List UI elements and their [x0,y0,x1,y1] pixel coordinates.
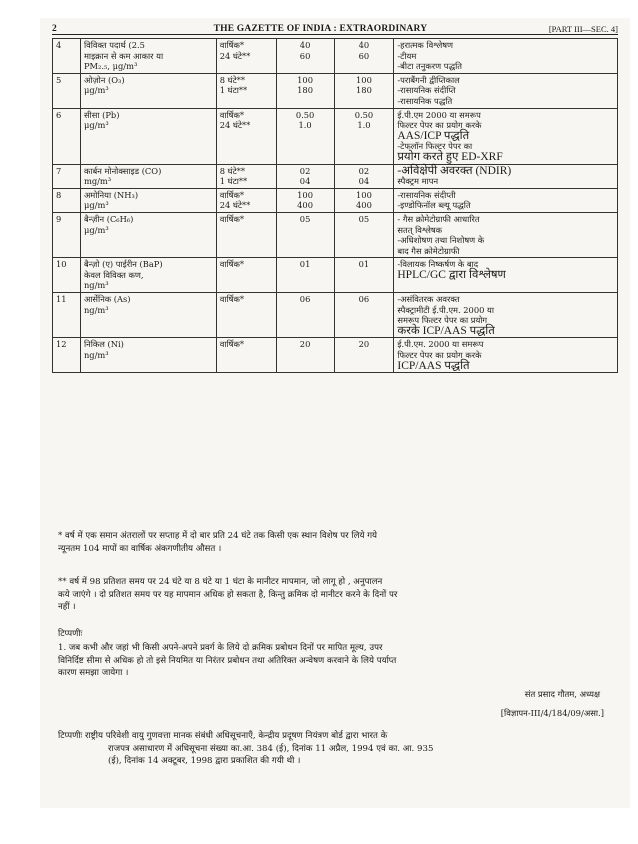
measurement-method-cell: ई.पी.एम 2000 या समरूप फिल्टर पेपर का प्रयोग करके AAS/ICP पद्धति -टेफलॉन फिल्टर पेपर का प्रयोग करते हुए ED-XRF [394,108,618,164]
part-section: [PART III—SEC. 4] [548,24,618,34]
table-row [53,188,618,212]
time-weighted-cell: वार्षिक* [216,338,276,373]
serial-number-cell: 5 [53,73,81,108]
table-row [53,338,618,373]
measurement-method-cell: -विलायक निष्कर्षण के बाद HPLC/GC द्वारा विश्लेषण [394,258,618,293]
table-row [53,39,618,74]
time-weighted-cell: 8 घंटे** 1 घंटा** [216,164,276,188]
air-quality-standards-table [52,38,618,373]
ecologically-sensitive-value-cell: 0.50 1.0 [334,108,394,164]
pollutant-cell: ओज़ोन (O₃) μg/m³ [80,73,216,108]
advertisement-reference: [विज्ञापन-III/4/184/09/असा.] [500,708,604,718]
table-row [53,73,618,108]
pollutant-cell: बैन्ज़ीन (C₆H₆) μg/m³ [80,212,216,257]
ecologically-sensitive-value-cell: 20 [334,338,394,373]
industrial-area-value-cell: 05 [276,212,334,257]
serial-number-cell: 4 [53,39,81,74]
industrial-area-value-cell: 02 04 [276,164,334,188]
time-weighted-cell: वार्षिक* [216,212,276,257]
gazette-title: THE GAZETTE OF INDIA : EXTRAORDINARY [213,24,428,34]
page-header [52,18,618,35]
serial-number-cell: 11 [53,293,81,338]
industrial-area-value-cell: 100 180 [276,73,334,108]
pollutant-cell: अमोनिया (NH₃) μg/m³ [80,188,216,212]
signatory: संत प्रसाद गौतम, अध्यक्ष [524,689,600,699]
pollutant-cell: विविक्त पदार्थ (2.5 माइक्रान से कम आकार या PM₂.₅, μg/m³ [80,39,216,74]
table-row [53,212,618,257]
ecologically-sensitive-value-cell: 100 180 [334,73,394,108]
industrial-area-value-cell: 20 [276,338,334,373]
serial-number-cell: 8 [53,188,81,212]
pollutant-cell: कार्बन मोनोक्साइड (CO) mg/m³ [80,164,216,188]
serial-number-cell: 10 [53,258,81,293]
serial-number-cell: 12 [53,338,81,373]
measurement-method-cell: -रासायनिक संदीप्ती -इण्डोफिनॉल ब्ल्यू पद्धति [394,188,618,212]
final-note: टिप्पणीः राष्ट्रीय परिवेशी वायु गुणवत्ता मानक संबंधी अधिसूचनाएँ, केन्द्रीय प्रदूषण नियंत्रण बोर्ड द्वारा भारत के राजपत्र असाधारण में अधिसूचना संख्या का.आ. 384 (ई), दिनांक 11 अप्रैल, 1994 एवं का. आ. 935 (ई), दिनांक 14 अक्टूबर, 1998 द्वारा प्रकाशित की गयी थी । [58,731,434,767]
pollutant-cell: सीसा (Pb) μg/m³ [80,108,216,164]
serial-number-cell: 6 [53,108,81,164]
ecologically-sensitive-value-cell: 100 400 [334,188,394,212]
ecologically-sensitive-value-cell: 01 [334,258,394,293]
page-number: 2 [52,24,57,34]
pollutant-cell: आर्सेनिक (As) ng/m³ [80,293,216,338]
tippani-note-1: 1. जब कभी और जहां भी किसी अपने-अपने प्रवर्ग के लिये दो क्रमिक प्रबोधन दिनों पर मापित मूल्य, उपर विनिर्दिष्ट सीमा से अधिक हो तो इसे नियमित या निरंतर प्रबोधन तथा अतिरिक्त अन्वेषण करवाने के लिये पर्याप्त कारण समझा जायेगा । [58,643,397,679]
measurement-method-cell: ई.पी.एम. 2000 या समरूप फिल्टर पेपर का प्रयोग करके ICP/AAS पद्धति [394,338,618,373]
measurement-method-cell: -असंवितरक अवरक्त स्पैक्ट्रामीटी ई.पी.एम. 2000 या समरूप फिल्टर पेपर का प्रयोग करके ICP/AAS पद्धति [394,293,618,338]
tippani-label: टिप्पणीः [58,629,83,639]
ecologically-sensitive-value-cell: 02 04 [334,164,394,188]
time-weighted-cell: वार्षिक* 24 घंटे** [216,39,276,74]
time-weighted-cell: 8 घंटे** 1 घंटा** [216,73,276,108]
measurement-method-cell: -हरात्मक विश्लेषण -टीयम -बीटा तनुकरण पद्धति [394,39,618,74]
pollutant-cell: बैन्ज़ो (ए) पाईरीन (BaP) केवल विविक्त कण, ng/m³ [80,258,216,293]
time-weighted-cell: वार्षिक* 24 घंटे** [216,188,276,212]
industrial-area-value-cell: 06 [276,293,334,338]
measurement-method-cell: -अविक्षेपी अवरक्त (NDIR) स्पैक्ट्रम मापन [394,164,618,188]
serial-number-cell: 7 [53,164,81,188]
note-annual-average: * वर्ष में एक समान अंतरालों पर सप्ताह में दो बार प्रति 24 घंटे तक किसी एक स्थान विशेष पर लिये गये न्यूनतम 104 मापों का वार्षिक अंकगणीतीय औसत । [58,531,378,554]
gazette-page [40,18,630,808]
industrial-area-value-cell: 100 400 [276,188,334,212]
measurement-method-cell: - गैस क्रोमेटोग्राफी आधारित सतत् विश्लेषक -अधिशोषण तथा निशोषण के बाद गैस क्रोमेटोग्राफी [394,212,618,257]
table-row [53,164,618,188]
note-98-percent: ** वर्ष में 98 प्रतिशत समय पर 24 घंटे या 8 घंटे या 1 घंटा के मानीटर मापमान, जो लागू हो , अनुपालन कये जाएंगे । दो प्रतिशत समय पर यह मापमान अधिक हो सकता है, किन्तु क्रमिक दो मानीटर करने के दिनों पर नहीं । [58,577,398,613]
industrial-area-value-cell: 0.50 1.0 [276,108,334,164]
ecologically-sensitive-value-cell: 06 [334,293,394,338]
serial-number-cell: 9 [53,212,81,257]
time-weighted-cell: वार्षिक* [216,258,276,293]
ecologically-sensitive-value-cell: 05 [334,212,394,257]
measurement-method-cell: -पराबैंगनी द्वीप्तिकाल -रासायनिक संदीप्ति -रासायनिक पद्धति [394,73,618,108]
time-weighted-cell: वार्षिक* 24 घंटे** [216,108,276,164]
table-row [53,108,618,164]
industrial-area-value-cell: 40 60 [276,39,334,74]
pollutant-cell: निकिल (Ni) ng/m³ [80,338,216,373]
industrial-area-value-cell: 01 [276,258,334,293]
table-row [53,293,618,338]
table-row [53,258,618,293]
time-weighted-cell: वार्षिक* [216,293,276,338]
ecologically-sensitive-value-cell: 40 60 [334,39,394,74]
